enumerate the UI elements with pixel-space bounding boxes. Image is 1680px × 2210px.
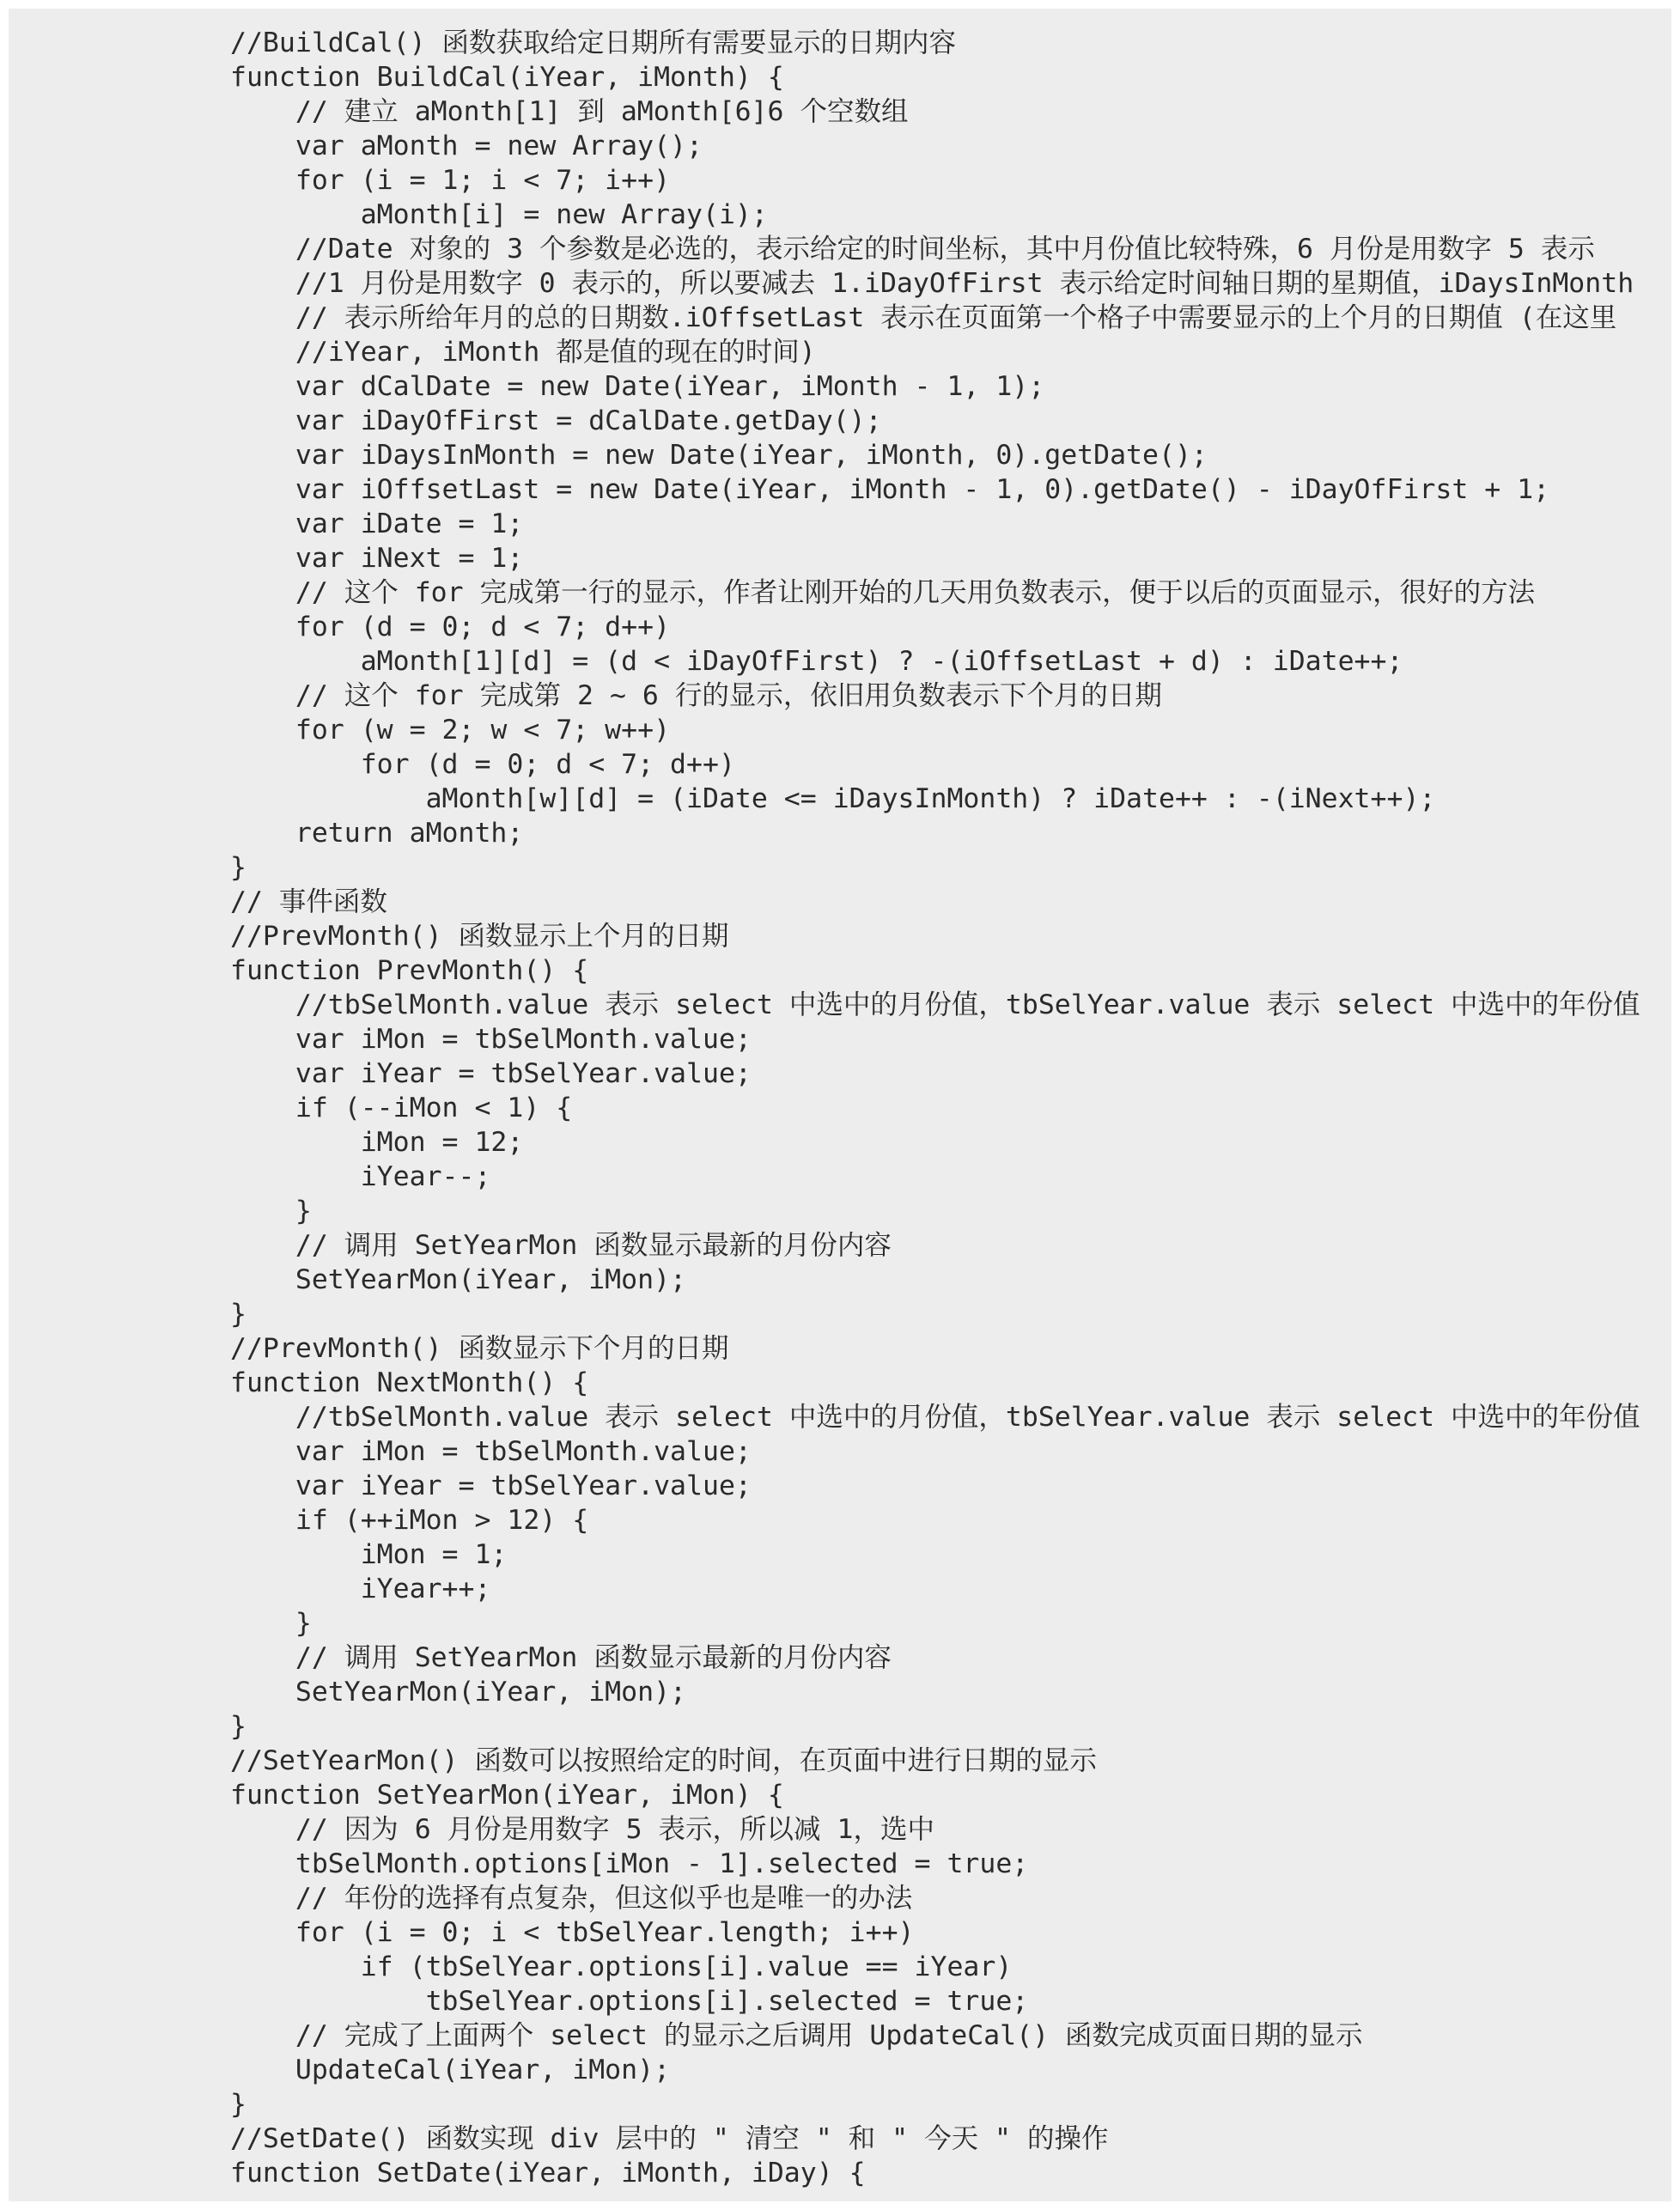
code-line: var iMon = tbSelMonth.value; bbox=[230, 1436, 752, 1467]
code-line: aMonth[1][d] = (d < iDayOfFirst) ? -(iOffsetLast + d) : iDate++; bbox=[230, 646, 1403, 677]
code-line: iMon = 12; bbox=[230, 1127, 524, 1158]
code-line: // 表示所给年月的总的日期数.iOffsetLast 表示在页面第一个格子中需要显示的上个月的日期值 (在这里 bbox=[230, 302, 1617, 333]
code-line: if (++iMon > 12) { bbox=[230, 1505, 589, 1536]
code-line: for (i = 0; i < tbSelYear.length; i++) bbox=[230, 1917, 915, 1948]
code-line: //PrevMonth() 函数显示上个月的日期 bbox=[230, 921, 729, 952]
code-line: if (tbSelYear.options[i].value == iYear) bbox=[230, 1951, 1013, 1982]
code-line: //BuildCal() 函数获取给定日期所有需要显示的日期内容 bbox=[230, 27, 957, 58]
code-line: } bbox=[230, 1608, 312, 1639]
code-listing-panel bbox=[9, 9, 1671, 2201]
code-line: } bbox=[230, 1196, 312, 1227]
code-line: iYear++; bbox=[230, 1574, 491, 1604]
code-line: // 事件函数 bbox=[230, 886, 387, 917]
code-line: var iDate = 1; bbox=[230, 508, 524, 539]
code-line: iYear--; bbox=[230, 1161, 491, 1192]
code-line: //1 月份是用数字 0 表示的，所以要减去 1.iDayOfFirst 表示给定时间轴日期的星期值，iDaysInMonth bbox=[230, 268, 1634, 299]
code-line: //Date 对象的 3 个参数是必选的，表示给定的时间坐标，其中月份值比较特殊，6 月份是用数字 5 表示 bbox=[230, 234, 1595, 265]
code-line: iMon = 1; bbox=[230, 1539, 508, 1570]
code-line: for (i = 1; i < 7; i++) bbox=[230, 165, 671, 196]
code-line: SetYearMon(iYear, iMon); bbox=[230, 1677, 687, 1708]
code-line: function NextMonth() { bbox=[230, 1367, 589, 1398]
code-line: var iMon = tbSelMonth.value; bbox=[230, 1024, 752, 1055]
code-line: tbSelYear.options[i].selected = true; bbox=[230, 1986, 1029, 2017]
code-line: var iYear = tbSelYear.value; bbox=[230, 1470, 752, 1501]
code-line: // 建立 aMonth[1] 到 aMonth[6]6 个空数组 bbox=[230, 96, 909, 127]
code-line: var iYear = tbSelYear.value; bbox=[230, 1058, 752, 1089]
code-line: } bbox=[230, 852, 247, 883]
code-line: aMonth[w][d] = (iDate <= iDaysInMonth) ? iDate++ : -(iNext++); bbox=[230, 783, 1436, 814]
code-line: var dCalDate = new Date(iYear, iMonth - 1, 1); bbox=[230, 371, 1045, 402]
code-line: // 年份的选择有点复杂，但这似乎也是唯一的办法 bbox=[230, 1883, 913, 1914]
code-line: // 调用 SetYearMon 函数显示最新的月份内容 bbox=[230, 1230, 892, 1261]
code-line: // 因为 6 月份是用数字 5 表示，所以减 1，选中 bbox=[230, 1814, 934, 1845]
code-line: aMonth[i] = new Array(i); bbox=[230, 199, 768, 230]
code-line: //iYear, iMonth 都是值的现在的时间) bbox=[230, 337, 816, 368]
code-line: function BuildCal(iYear, iMonth) { bbox=[230, 62, 784, 93]
code-line: function PrevMonth() { bbox=[230, 955, 589, 986]
code-line: // 调用 SetYearMon 函数显示最新的月份内容 bbox=[230, 1642, 892, 1673]
code-line: if (--iMon < 1) { bbox=[230, 1093, 573, 1123]
code-line: SetYearMon(iYear, iMon); bbox=[230, 1264, 687, 1295]
code-line: } bbox=[230, 1299, 247, 1330]
code-line: // 这个 for 完成第一行的显示，作者让刚开始的几天用负数表示，便于以后的页面显示，很好的方法 bbox=[230, 577, 1536, 608]
code-line: for (w = 2; w < 7; w++) bbox=[230, 715, 671, 746]
code-line: function SetDate(iYear, iMonth, iDay) { bbox=[230, 2158, 866, 2189]
code-line: var iOffsetLast = new Date(iYear, iMonth - 1, 0).getDate() - iDayOfFirst + 1; bbox=[230, 474, 1550, 505]
code-line: } bbox=[230, 2089, 247, 2120]
code-listing bbox=[230, 26, 1640, 2190]
code-line: var iDaysInMonth = new Date(iYear, iMonth, 0).getDate(); bbox=[230, 440, 1208, 471]
code-line: // 这个 for 完成第 2 ~ 6 行的显示，依旧用负数表示下个月的日期 bbox=[230, 680, 1162, 711]
code-line: UpdateCal(iYear, iMon); bbox=[230, 2055, 671, 2085]
code-line: for (d = 0; d < 7; d++) bbox=[230, 749, 735, 780]
code-line: //SetYearMon() 函数可以按照给定的时间，在页面中进行日期的显示 bbox=[230, 1745, 1097, 1776]
code-line: // 完成了上面两个 select 的显示之后调用 UpdateCal() 函数完成页面日期的显示 bbox=[230, 2020, 1363, 2051]
code-line: tbSelMonth.options[iMon - 1].selected = true; bbox=[230, 1848, 1029, 1879]
code-line: function SetYearMon(iYear, iMon) { bbox=[230, 1780, 784, 1811]
code-line: //SetDate() 函数实现 div 层中的 " 清空 " 和 " 今天 " 的操作 bbox=[230, 2123, 1109, 2154]
code-line: } bbox=[230, 1711, 247, 1742]
code-line: //PrevMonth() 函数显示下个月的日期 bbox=[230, 1333, 729, 1364]
code-line: var iNext = 1; bbox=[230, 543, 524, 574]
code-line: //tbSelMonth.value 表示 select 中选中的月份值，tbSelYear.value 表示 select 中选中的年份值 bbox=[230, 1402, 1640, 1433]
code-line: for (d = 0; d < 7; d++) bbox=[230, 612, 671, 642]
code-line: var iDayOfFirst = dCalDate.getDay(); bbox=[230, 405, 882, 436]
code-line: var aMonth = new Array(); bbox=[230, 131, 703, 161]
code-line: return aMonth; bbox=[230, 818, 524, 849]
code-line: //tbSelMonth.value 表示 select 中选中的月份值，tbSelYear.value 表示 select 中选中的年份值 bbox=[230, 989, 1640, 1020]
